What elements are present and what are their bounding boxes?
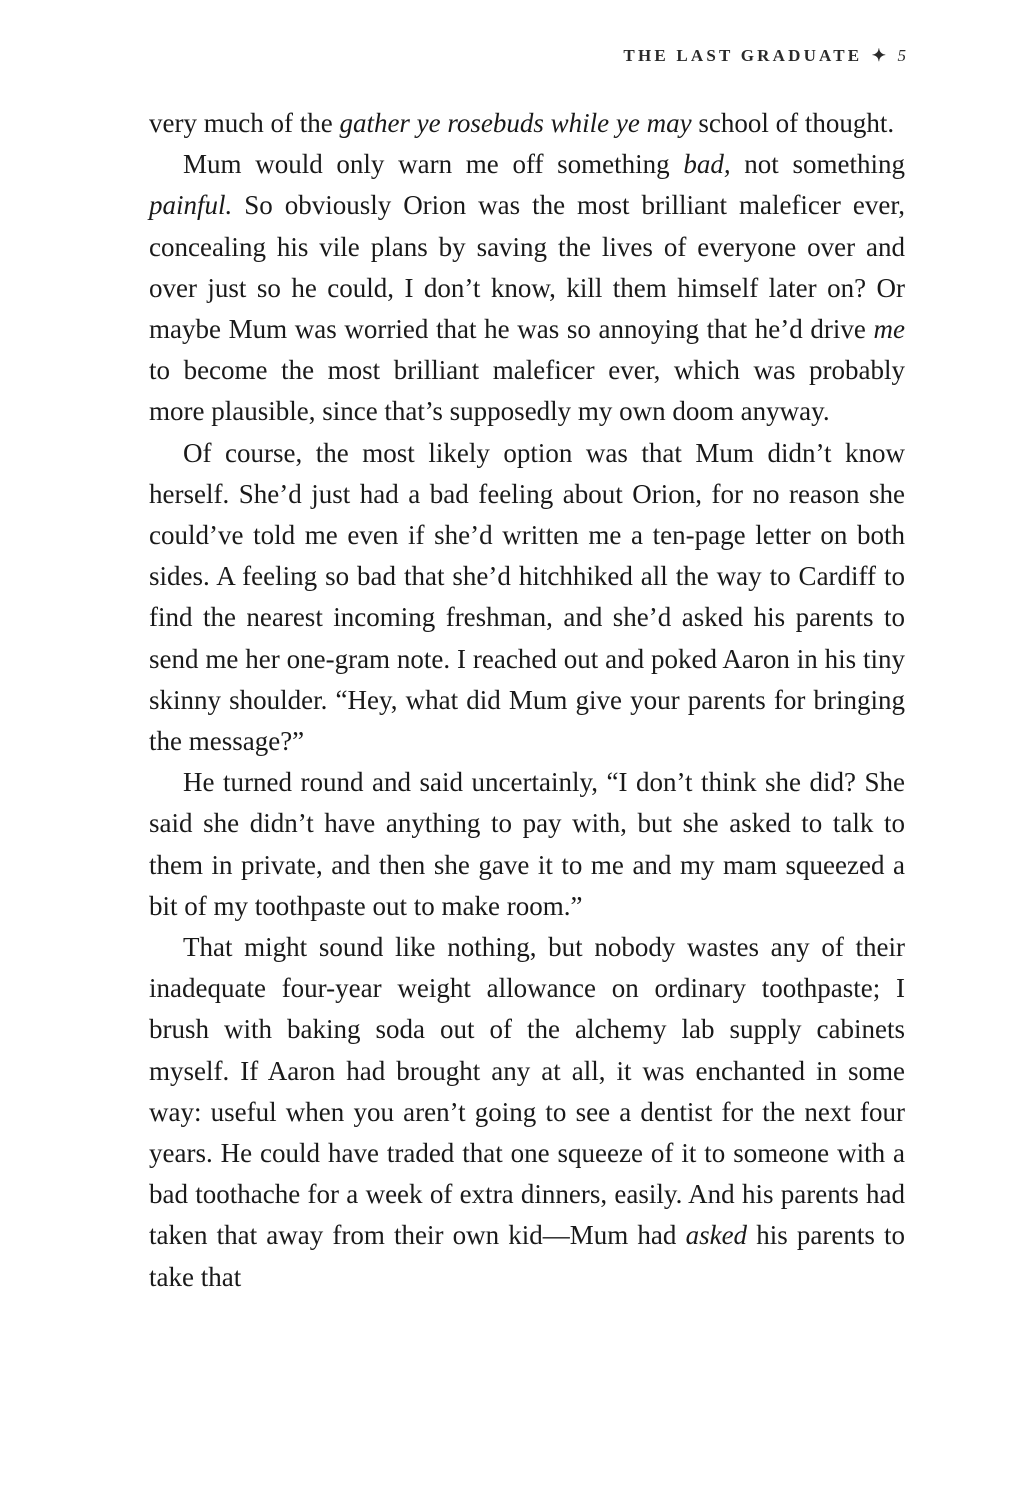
text-run: not something [730, 149, 906, 180]
text-run: school of thought. [691, 108, 895, 138]
page-number: 5 [897, 46, 906, 65]
text-run: to become the most brilliant maleficer ever, which was probably more plausible, since that’s supposedly my own doom anyway. [149, 355, 905, 427]
running-head-title: THE LAST GRADUATE [623, 46, 863, 65]
text-run: Of course, the most likely option was that Mum didn’t know herself. She’d just had a bad feeling about Orion, for no reason she could’ve told me even if she’d written me a ten-page letter on both sides. A feeling so bad that she’d hitchhiked all the way to Cardiff to find the nearest incoming freshman, and she’d asked his parents to send me her one-gram note. I reached out and poked Aaron in his tiny skinny shoulder. “Hey, what did Mum give your parents for bringing the message?” [149, 437, 905, 757]
paragraph [149, 927, 905, 1298]
paragraph [149, 762, 905, 927]
italic-text: painful. [149, 190, 233, 221]
paragraph [149, 144, 905, 432]
text-run: his parents to take that [149, 1220, 905, 1292]
italic-text: me [873, 314, 905, 345]
italic-text: asked [685, 1220, 748, 1251]
body-text [149, 103, 905, 1298]
ornament-star-icon: ✦ [871, 46, 887, 65]
paragraph [149, 433, 905, 763]
text-run: So obviously Orion was the most brilliant maleficer ever, concealing his vile plans by saving the lives of everyone over and over just so he could, I don’t know, kill them himself later on? Or maybe Mum was worried that he was so annoying that he’d drive [149, 190, 905, 345]
running-head [623, 46, 906, 66]
italic-text: bad, [683, 149, 731, 180]
text-run: very much of the [149, 108, 340, 138]
text-run: That might sound like nothing, but nobody wastes any of their inadequate four-year weight allowance on ordinary toothpaste; I brush with baking soda out of the alchemy lab supply cabinets myself. If Aaron had brought any at all, it was enchanted in some way: useful when you aren’t going to see a dentist for the next four years. He could have traded that one squeeze of it to someone with a bad toothache for a week of extra dinners, easily. And his parents had taken that away from their own kid—Mum had [149, 932, 905, 1251]
paragraph [149, 103, 905, 144]
text-run: He turned round and said uncertainly, “I don’t think she did? She said she didn’t have anything to pay with, but she asked to talk to them in private, and then she gave it to me and my mam squeezed a bit of my toothpaste out to make room.” [149, 767, 905, 921]
text-run: Mum would only warn me off something [183, 149, 684, 180]
italic-text: gather ye rosebuds while ye may [339, 108, 692, 138]
